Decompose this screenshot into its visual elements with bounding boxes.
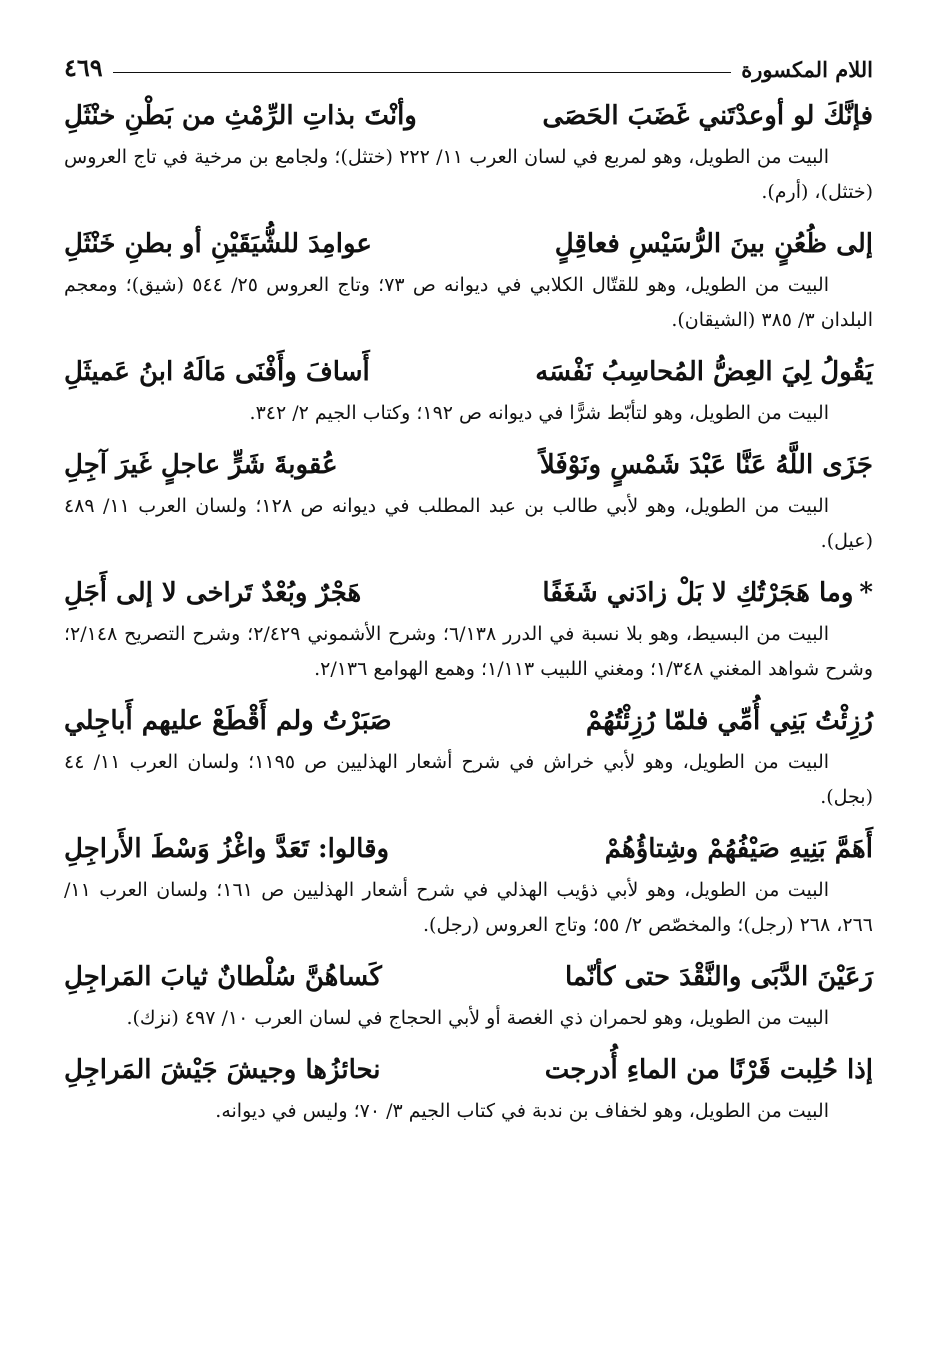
verse-footnote: البيت من البسيط، وهو بلا نسبة في الدرر ٦/١٣٨؛ وشرح الأشموني ٢/٤٢٩؛ وشرح التصريح ٢/١٤٨؛ وشرح شواهد المغني ١/٣٤٨؛ ومغني اللبيب ١/١١٣؛ وهمع الهوامع ٢/١٣٦. xyxy=(64,623,873,680)
first-hemistich: أَهَمَّ بَنِيهِ صَيْفُهُمْ وشِتاؤُهُمْ xyxy=(604,834,873,864)
verse-line xyxy=(64,953,873,1001)
second-hemistich: صَبَرْتُ ولم أَقْطَعْ عليهم أَباجِلي xyxy=(64,706,392,736)
verse-entry xyxy=(64,348,873,431)
verse-footnote: البيت من الطويل، وهو لأبي طالب بن عبد المطلب في ديوانه ص ١٢٨؛ ولسان العرب ١١/ ٤٨٩ (عيل). xyxy=(64,495,873,552)
verse-entry xyxy=(64,697,873,815)
verse-footnote: البيت من الطويل، وهو لتأبّط شرًّا في ديوانه ص ١٩٢؛ وكتاب الجيم ٢/ ٣٤٢. xyxy=(249,402,829,424)
first-hemistich: رُزِئْتُ بَنِي أُمِّي فلمّا رُزِئْتُهُمْ xyxy=(585,706,873,736)
page-number: ٤٦٩ xyxy=(64,53,103,82)
second-hemistich: نحائزُها وجيشَ جَيْشَ المَراجِلِ xyxy=(64,1055,381,1085)
verse-entry xyxy=(64,1046,873,1129)
verse-line xyxy=(64,697,873,745)
second-hemistich: وقالوا: تَعَدَّ واغْزُ وَسْطَ الأَراجِلِ xyxy=(64,834,390,864)
star-marker: * xyxy=(859,578,873,608)
verse-line xyxy=(64,825,873,873)
verse-footnote: البيت من الطويل، وهو لأبي خراش في شرح أشعار الهذليين ص ١١٩٥؛ ولسان العرب ١١/ ٤٤ (بجل). xyxy=(64,751,873,808)
first-hemistich: جَزَى اللَّهُ عَنَّا عَبْدَ شَمْسٍ ونَوْفَلاً xyxy=(539,450,873,480)
verse-line xyxy=(64,220,873,268)
first-hemistich: رَعَيْنَ الدَّبَى والنَّقْدَ حتى كأنّما xyxy=(564,962,873,992)
entry-list xyxy=(64,92,873,1129)
verse-footnote: البيت من الطويل، وهو لمربع في لسان العرب ١١/ ٢٢٢ (ختثل)؛ ولجامع بن مرخية في تاج العروس (ختثل)، (أرم). xyxy=(64,146,873,203)
verse-footnote: البيت من الطويل، وهو لخفاف بن ندبة في كتاب الجيم ٣/ ٧٠؛ وليس في ديوانه. xyxy=(215,1100,829,1122)
verse-entry xyxy=(64,825,873,943)
verse-line xyxy=(64,348,873,396)
second-hemistich: عُقوبةَ شَرٍّ عاجلٍ غَيرَ آجِلِ xyxy=(64,450,338,480)
first-hemistich: إلى ظُعُنٍ بينَ الرُّسَيْسِ فعاقِلٍ xyxy=(554,229,873,259)
verse-footnote: البيت من الطويل، وهو لحمران ذي الغصة أو لأبي الحجاج في لسان العرب ١٠/ ٤٩٧ (نزك). xyxy=(126,1007,829,1029)
verse-entry xyxy=(64,92,873,210)
first-hemistich: فإنَّكَ لو أوعدْتَني غَضَبَ الحَصَى xyxy=(542,101,873,131)
first-hemistich: يَقُولُ لِيَ العِضُّ المُحاسِبُ نَفْسَه xyxy=(535,357,873,387)
chapter-title: اللام المكسورة xyxy=(741,57,873,82)
verse-entry xyxy=(64,569,873,687)
verse-footnote: البيت من الطويل، وهو للقتّال الكلابي في ديوانه ص ٧٣؛ وتاج العروس ٢٥/ ٥٤٤ (شيق)؛ ومعجم البلدان ٣/ ٣٨٥ (الشيقان). xyxy=(64,274,873,331)
header-rule xyxy=(113,72,732,73)
verse-entry xyxy=(64,220,873,338)
second-hemistich: أَسافَ وأَفْنَى مَالَهُ ابنُ عَميثَلِ xyxy=(64,357,370,387)
verse-line xyxy=(64,569,873,617)
verse-footnote: البيت من الطويل، وهو لأبي ذؤيب الهذلي في شرح أشعار الهذليين ص ١٦١؛ ولسان العرب ١١/ ٢٦٦، ٢٦٨ (رجل)؛ والمخصّص ٢/ ٥٥؛ وتاج العروس (رجل). xyxy=(64,879,873,936)
verse-line xyxy=(64,441,873,489)
verse-line xyxy=(64,1046,873,1094)
second-hemistich: كَساهُنَّ سُلْطانٌ ثيابَ المَراجِلِ xyxy=(64,962,382,992)
running-header xyxy=(64,38,873,82)
first-hemistich xyxy=(542,569,873,617)
book-page xyxy=(64,38,873,1339)
verse-entry xyxy=(64,441,873,559)
second-hemistich: وأنْتَ بذاتِ الرِّمْثِ من بَطْنِ خنْثَلِ xyxy=(64,101,417,131)
first-hemistich: إذا حُلِبت قَرْنًا من الماءِ أُدرجت xyxy=(544,1055,873,1085)
second-hemistich: عوامِدَ للشُّيَقَيْنِ أو بطنِ خَنْثَلِ xyxy=(64,229,372,259)
first-hemistich-text: وما هَجَرْتُكِ لا بَلْ زادَني شَغَفًا xyxy=(542,578,854,608)
verse-entry xyxy=(64,953,873,1036)
verse-line xyxy=(64,92,873,140)
second-hemistich: هَجْرٌ وبُعْدٌ تَراخى لا إلى أَجَلِ xyxy=(64,578,362,608)
